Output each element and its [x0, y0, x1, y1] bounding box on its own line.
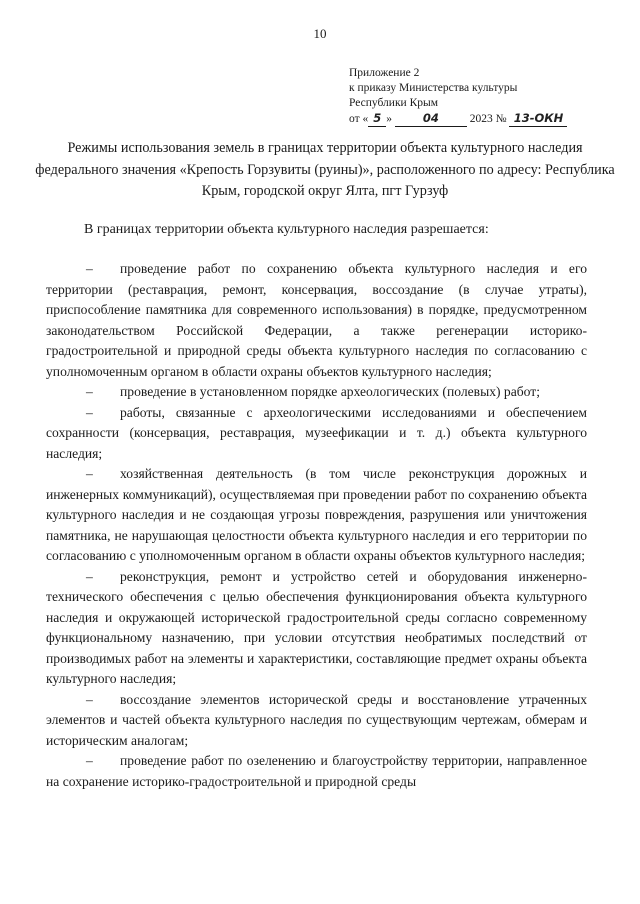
list-dash: –	[86, 384, 93, 399]
list-item	[46, 751, 587, 792]
date-day: 5	[368, 111, 386, 127]
list-item-text: реконструкция, ремонт и устройство сетей и оборудования инженерно-технического обеспечения с целью обеспечения функционирования объекта культурного наследия и окружающей исторической градостроительной среды согласно современному функциональному назначению, при условии отсутствия необратимых последствий от производимых работ на элементы и характеристики, составляющие предмет охраны объекта культурного наследия;	[46, 568, 587, 686]
list-dash: –	[86, 568, 93, 584]
list-item	[46, 382, 587, 403]
list-dash: –	[86, 466, 93, 481]
list-item-text: проведение в установленном порядке археологических (полевых) работ;	[120, 384, 541, 399]
date-mid: »	[386, 113, 392, 125]
list-item-text: работы, связанные с археологическими исследованиями и обеспечением сохранности (консервация, реставрация, музеефикации и т. д.) объекта культурного наследия;	[46, 404, 587, 461]
list-dash: –	[86, 753, 93, 768]
list-item	[46, 403, 587, 465]
intro-paragraph: В границах территории объекта культурного наследия разрешается:	[84, 222, 489, 237]
date-month: 04	[395, 111, 467, 127]
list-item	[46, 259, 587, 382]
list-item	[46, 690, 587, 752]
document-title: Режимы использования земель в границах территории объекта культурного наследия федерального значения «Крепость Горзувиты (руины)», расположенного по адресу: Республика Крым, городской округ Ялта, пгт Гурзуф	[35, 140, 615, 199]
list-item-text: проведение работ по озеленению и благоустройству территории, направленное на сохранение историко-градостроительной и природной среды	[46, 753, 587, 789]
list-item	[46, 464, 587, 567]
appendix-date-line	[349, 111, 609, 127]
appendix-line-3: Республики Крым	[349, 97, 438, 109]
list-item-text: хозяйственная деятельность (в том числе реконструкция дорожных и инженерных коммуникаций), осуществляемая при проведении работ по сохранению объекта культурного наследия и не создающая угрозы повреждения, разрушения или уничтожения памятника, не нарушающая целостности объекта культурного наследия и его территории по согласованию с уполномоченным органом в области охраны объектов культурного наследия;	[46, 466, 587, 563]
list-dash: –	[86, 691, 93, 707]
order-number: 13-ОКН	[509, 111, 567, 127]
appendix-line-2: к приказу Министерства культуры	[349, 82, 518, 94]
list-item-text: проведение работ по сохранению объекта культурного наследия и его территории (реставрация, ремонт, консервация, воссоздание (в случае утраты), приспособление памятника для современного использования) в порядке, предусмотренном законодательством Российской Федерации, а также регенерации историко-градостроительной и природной среды объекта культурного наследия по согласованию с уполномоченным органом в области охраны объектов культурного наследия;	[46, 261, 587, 379]
list-item-text: воссоздание элементов исторической среды и восстановление утраченных элементов и частей объекта культурного наследия по существующим чертежам, обмерам и историческим аналогам;	[46, 691, 587, 748]
appendix-line-1: Приложение 2	[349, 67, 420, 79]
date-prefix: от «	[349, 113, 369, 125]
list-dash: –	[86, 404, 93, 420]
date-year: 2023 №	[469, 113, 507, 125]
document-body	[46, 259, 587, 792]
page-number: 10	[313, 26, 327, 41]
list-item	[46, 567, 587, 690]
appendix-header	[349, 66, 609, 127]
list-dash: –	[86, 261, 93, 276]
